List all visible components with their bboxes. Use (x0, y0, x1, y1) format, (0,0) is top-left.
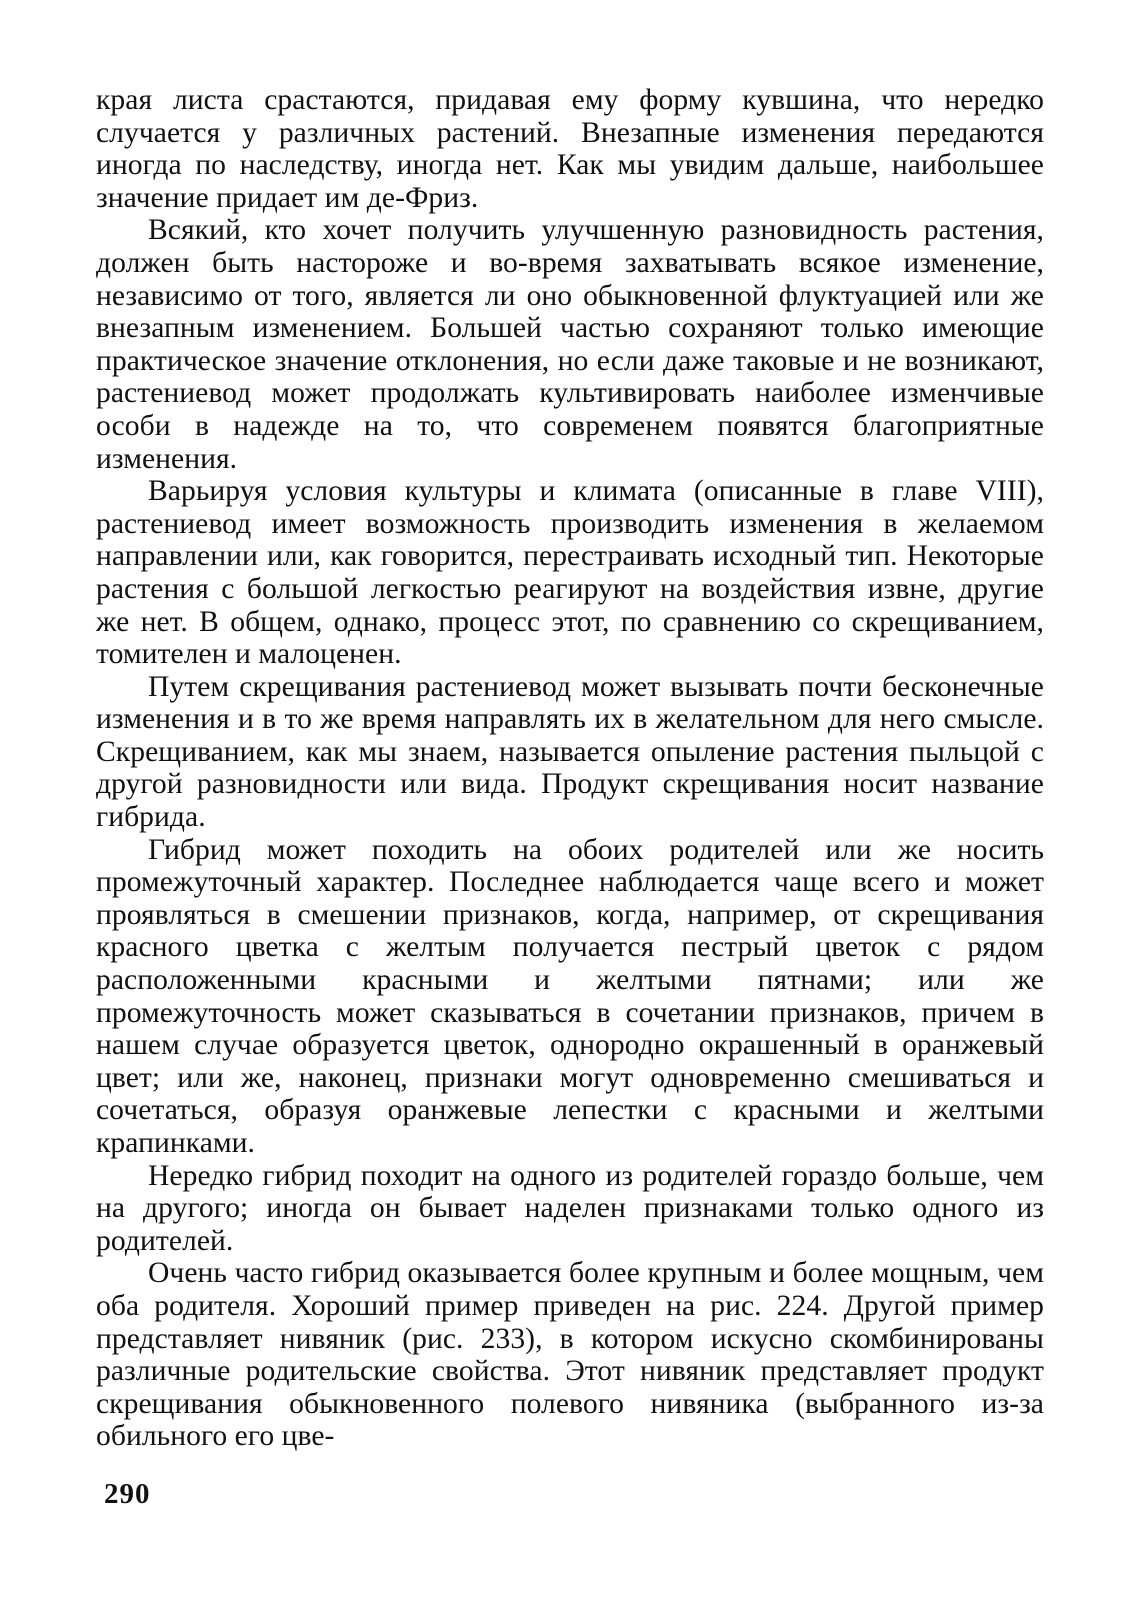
paragraph-varying-conditions: Варьируя условия культуры и климата (описанные в главе VIII), растениевод имеет возможность производить изменения в желаемом направлении или, как говорится, перестраивать исходный тип. Некоторые растения с большой легкостью реагируют на воздействия извне, другие же нет. В общем, однако, процесс этот, по сравнению со скрещиванием, томителен и малоценен. (96, 475, 1044, 671)
paragraph-hybrid-vigor: Очень часто гибрид оказывается более крупным и более мощным, чем оба родителя. Хороший пример приведен на рис. 224. Другой пример представляет нивяник (рис. 233), в котором искусно скомбинированы различные родительские свойства. Этот нивяник представляет продукт скрещивания обыкновенного полевого нивяника (выбранного из-за обильного его цве- (96, 1257, 1044, 1453)
page-number: 290 (104, 1478, 151, 1510)
paragraph-continuation: края листа срастаются, придавая ему форму кувшина, что нередко случается у различных растений. Внезапные изменения передаются иногда по наследству, иногда нет. Как мы увидим дальше, наибольшее значение придает им де-Фриз. (96, 84, 1044, 214)
paragraph-improved-variety: Всякий, кто хочет получить улучшенную разновидность растения, должен быть настороже и во-время захватывать всякое изменение, независимо от того, является ли оно обыкновенной флуктуацией или же внезапным изменением. Большей частью сохраняют только имеющие практическое значение отклонения, но если даже таковые и не возникают, растениевод может продолжать культивировать наиболее изменчивые особи в надежде на то, что современем появятся благоприятные изменения. (96, 214, 1044, 475)
book-page (96, 84, 1044, 1564)
paragraph-hybrid-character: Гибрид может походить на обоих родителей или же носить промежуточный характер. Последнее наблюдается чаще всего и может проявляться в смешении признаков, когда, например, от скрещивания красного цветка с желтым получается пестрый цветок с рядом расположенными красными и желтыми пятнами; или же промежуточность может сказываться в сочетании признаков, причем в нашем случае образуется цветок, однородно окрашенный в оранжевый цвет; или же, наконец, признаки могут одновременно смешиваться и сочетаться, образуя оранжевые лепестки с красными и желтыми крапинками. (96, 833, 1044, 1159)
paragraph-crossing: Путем скрещивания растениевод может вызывать почти бесконечные изменения и в то же время направлять их в желательном для него смысле. Скрещиванием, как мы знаем, называется опыление растения пыльцой с другой разновидности или вида. Продукт скрещивания носит название гибрида. (96, 670, 1044, 834)
paragraph-hybrid-resemblance: Нередко гибрид походит на одного из родителей гораздо больше, чем на другого; иногда он бывает наделен признаками только одного из родителей. (96, 1159, 1044, 1257)
